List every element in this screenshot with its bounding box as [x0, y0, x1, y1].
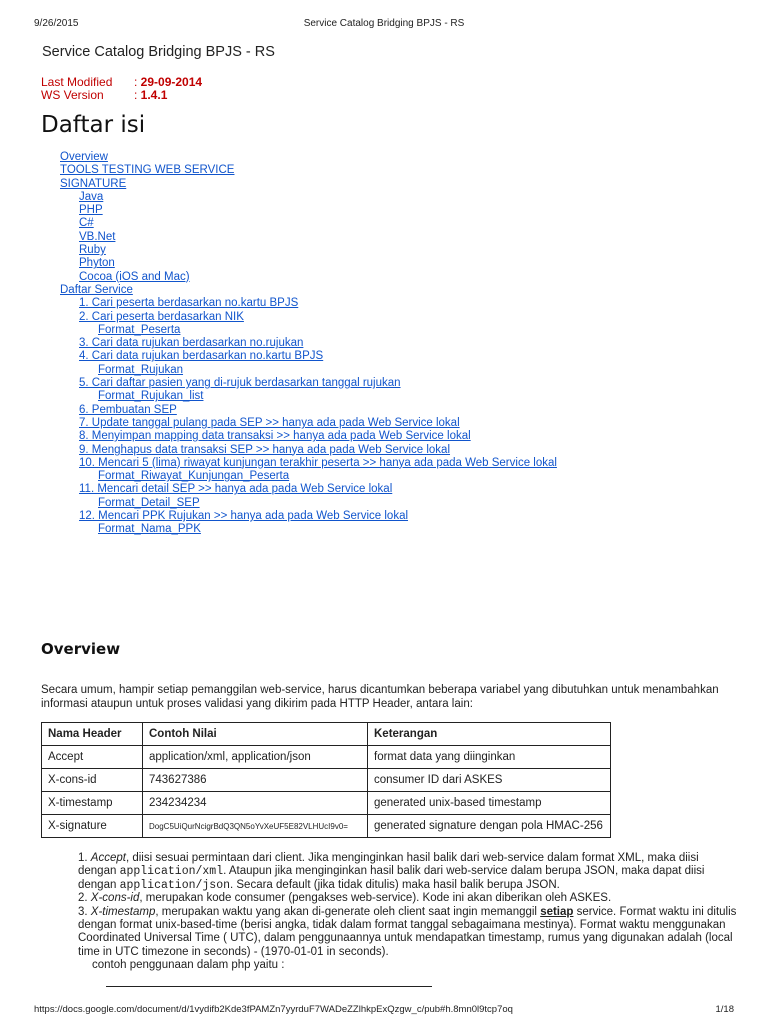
table-cell: X-timestamp: [42, 792, 143, 815]
print-title: Service Catalog Bridging BPJS - RS: [303, 18, 465, 29]
toc-item: [60, 284, 557, 297]
toc-link[interactable]: 12. Mencari PPK Rujukan >> hanya ada pada Web Service lokal: [79, 510, 409, 523]
table-cell: 234234234: [143, 792, 368, 815]
toc-item: [60, 483, 557, 496]
toc-link[interactable]: 2. Cari peserta berdasarkan NIK: [79, 310, 244, 323]
table-cell: 743627386: [143, 769, 368, 792]
toc-item: [60, 297, 557, 310]
toc-link[interactable]: Format_Rujukan_list: [98, 390, 204, 403]
note-timestamp: 3. X-timestamp, merupakan waktu yang akan di-generate oleh client saat ingin memanggil setiap service. Format waktu ini ditulis dengan format unix-based-time (berisi angka, tidak dalam format tanggal sebagaimana mestinya). Format waktu menggunakan Coordinated Universal Time ( UTC), dalam penggunaannya untuk mendapatkan timestamp, rumus yang digunakan adalah (local time in UTC timezone in seconds) - (1970-01-01 in seconds).: [78, 905, 737, 958]
toc-item: [60, 231, 557, 244]
note-php-example: contoh penggunaan dalam php yaitu :: [92, 959, 285, 972]
document-title: Service Catalog Bridging BPJS - RS: [42, 44, 275, 60]
table-header-row: [42, 723, 611, 746]
toc-link[interactable]: 5. Cari daftar pasien yang di-rujuk berdasarkan tanggal rujukan: [79, 377, 401, 390]
toc-link[interactable]: TOOLS TESTING WEB SERVICE: [60, 164, 235, 177]
toc-item: [60, 337, 557, 350]
toc-heading: Daftar isi: [41, 112, 146, 138]
toc-item: [60, 377, 557, 390]
meta-value: : 29-09-2014: [134, 75, 203, 89]
toc-link[interactable]: Format_Rujukan: [98, 363, 184, 376]
table-cell: Accept: [42, 746, 143, 769]
toc-item: [60, 151, 557, 164]
toc-link[interactable]: 1. Cari peserta berdasarkan no.kartu BPJS: [79, 297, 299, 310]
toc-link[interactable]: Cocoa (iOS and Mac): [79, 270, 190, 283]
toc-item: [60, 364, 557, 377]
table-of-contents: [60, 151, 557, 537]
toc-item: [60, 271, 557, 284]
print-header: [34, 18, 734, 32]
table-row: [42, 792, 611, 815]
toc-link[interactable]: PHP: [79, 204, 103, 217]
toc-item: [60, 510, 557, 523]
meta-label: WS Version: [41, 88, 104, 102]
table-cell: generated signature dengan pola HMAC-256: [368, 815, 611, 838]
print-date: 9/26/2015: [34, 18, 79, 29]
toc-item: [60, 444, 557, 457]
column-header: Contoh Nilai: [143, 723, 368, 746]
table-cell: generated unix-based timestamp: [368, 792, 611, 815]
toc-link[interactable]: 3. Cari data rujukan berdasarkan no.rujukan: [79, 337, 304, 350]
toc-link[interactable]: C#: [79, 217, 94, 230]
table-cell: application/xml, application/json: [143, 746, 368, 769]
toc-link[interactable]: Daftar Service: [60, 283, 133, 296]
toc-item: [60, 430, 557, 443]
toc-item: [60, 350, 557, 363]
table-cell: X-cons-id: [42, 769, 143, 792]
overview-heading: Overview: [41, 640, 121, 658]
toc-item: [60, 178, 557, 191]
table-cell: DogC5UiQurNcigrBdQ3QN5oYvXeUF5E82VLHUcI9v0=: [143, 815, 368, 838]
meta-value: : 1.4.1: [134, 88, 168, 102]
overview-intro: Secara umum, hampir setiap pemanggilan web-service, harus dicantumkan beberapa variabel yang dibutuhkan untuk menambahkan informasi ataupun untuk proses validasi yang dikirim pada HTTP Header, antara lain:: [41, 684, 719, 710]
note-cons-id: 2. X-cons-id, merupakan kode consumer (pengakses web-service). Kode ini akan diberikan oleh ASKES.: [78, 892, 612, 905]
toc-link[interactable]: Format_Riwayat_Kunjungan_Peserta: [98, 470, 290, 483]
toc-item: [60, 457, 557, 470]
code-box-border: [106, 986, 432, 987]
toc-item: [60, 164, 557, 177]
toc-item: [60, 217, 557, 230]
toc-item: [60, 497, 557, 510]
table-row: [42, 815, 611, 838]
toc-link[interactable]: 4. Cari data rujukan berdasarkan no.kartu BPJS: [79, 350, 324, 363]
toc-link[interactable]: Overview: [60, 151, 108, 163]
column-header: Keterangan: [368, 723, 611, 746]
toc-item: [60, 204, 557, 217]
toc-item: [60, 311, 557, 324]
column-header: Nama Header: [42, 723, 143, 746]
toc-item: [60, 417, 557, 430]
toc-link[interactable]: SIGNATURE: [60, 177, 127, 190]
toc-link[interactable]: Format_Peserta: [98, 323, 181, 336]
table-row: [42, 746, 611, 769]
toc-link[interactable]: Format_Nama_PPK: [98, 523, 201, 536]
toc-item: [60, 523, 557, 536]
toc-item: [60, 470, 557, 483]
page-number: 1/18: [715, 1004, 734, 1015]
header-table: [41, 722, 611, 838]
toc-link[interactable]: 7. Update tanggal pulang pada SEP >> hanya ada pada Web Service lokal: [79, 416, 460, 429]
toc-link[interactable]: VB.Net: [79, 230, 116, 243]
table-cell: X-signature: [42, 815, 143, 838]
toc-item: [60, 324, 557, 337]
toc-item: [60, 244, 557, 257]
toc-link[interactable]: 8. Menyimpan mapping data transaksi >> hanya ada pada Web Service lokal: [79, 430, 471, 443]
toc-item: [60, 257, 557, 270]
toc-link[interactable]: Format_Detail_SEP: [98, 496, 200, 509]
toc-link[interactable]: Java: [79, 190, 104, 203]
toc-link[interactable]: 11. Mencari detail SEP >> hanya ada pada Web Service lokal: [79, 483, 393, 496]
toc-link[interactable]: Ruby: [79, 244, 106, 257]
toc-link[interactable]: 6. Pembuatan SEP: [79, 403, 177, 416]
toc-link[interactable]: Phyton: [79, 257, 115, 270]
toc-link[interactable]: 9. Menghapus data transaksi SEP >> hanya ada pada Web Service lokal: [79, 443, 451, 456]
toc-item: [60, 390, 557, 403]
header-notes: [78, 852, 738, 973]
table-cell: format data yang diinginkan: [368, 746, 611, 769]
table-cell: consumer ID dari ASKES: [368, 769, 611, 792]
print-url: https://docs.google.com/document/d/1vydifb2Kde3fPAMZn7yyrduF7WADeZZlhkpExQzgw_c/pub#h.8mn0l9tcp7oq: [34, 1004, 513, 1015]
toc-item: [60, 191, 557, 204]
table-row: [42, 769, 611, 792]
toc-link[interactable]: 10. Mencari 5 (lima) riwayat kunjungan terakhir peserta >> hanya ada pada Web Service lokal: [79, 456, 557, 469]
print-footer: [34, 1004, 734, 1018]
toc-item: [60, 404, 557, 417]
note-accept: 1. Accept, diisi sesuai permintaan dari client. Jika menginginkan hasil balik dari web-service dalam format XML, maka diisi dengan application/xml. Ataupun jika menginginkan hasil balik dari web-service dalam berupa JSON, maka dapat diisi dengan application/json. Secara default (jika tidak ditulis) maka hasil balik berupa JSON.: [78, 852, 705, 892]
meta-label: Last Modified: [41, 75, 113, 89]
